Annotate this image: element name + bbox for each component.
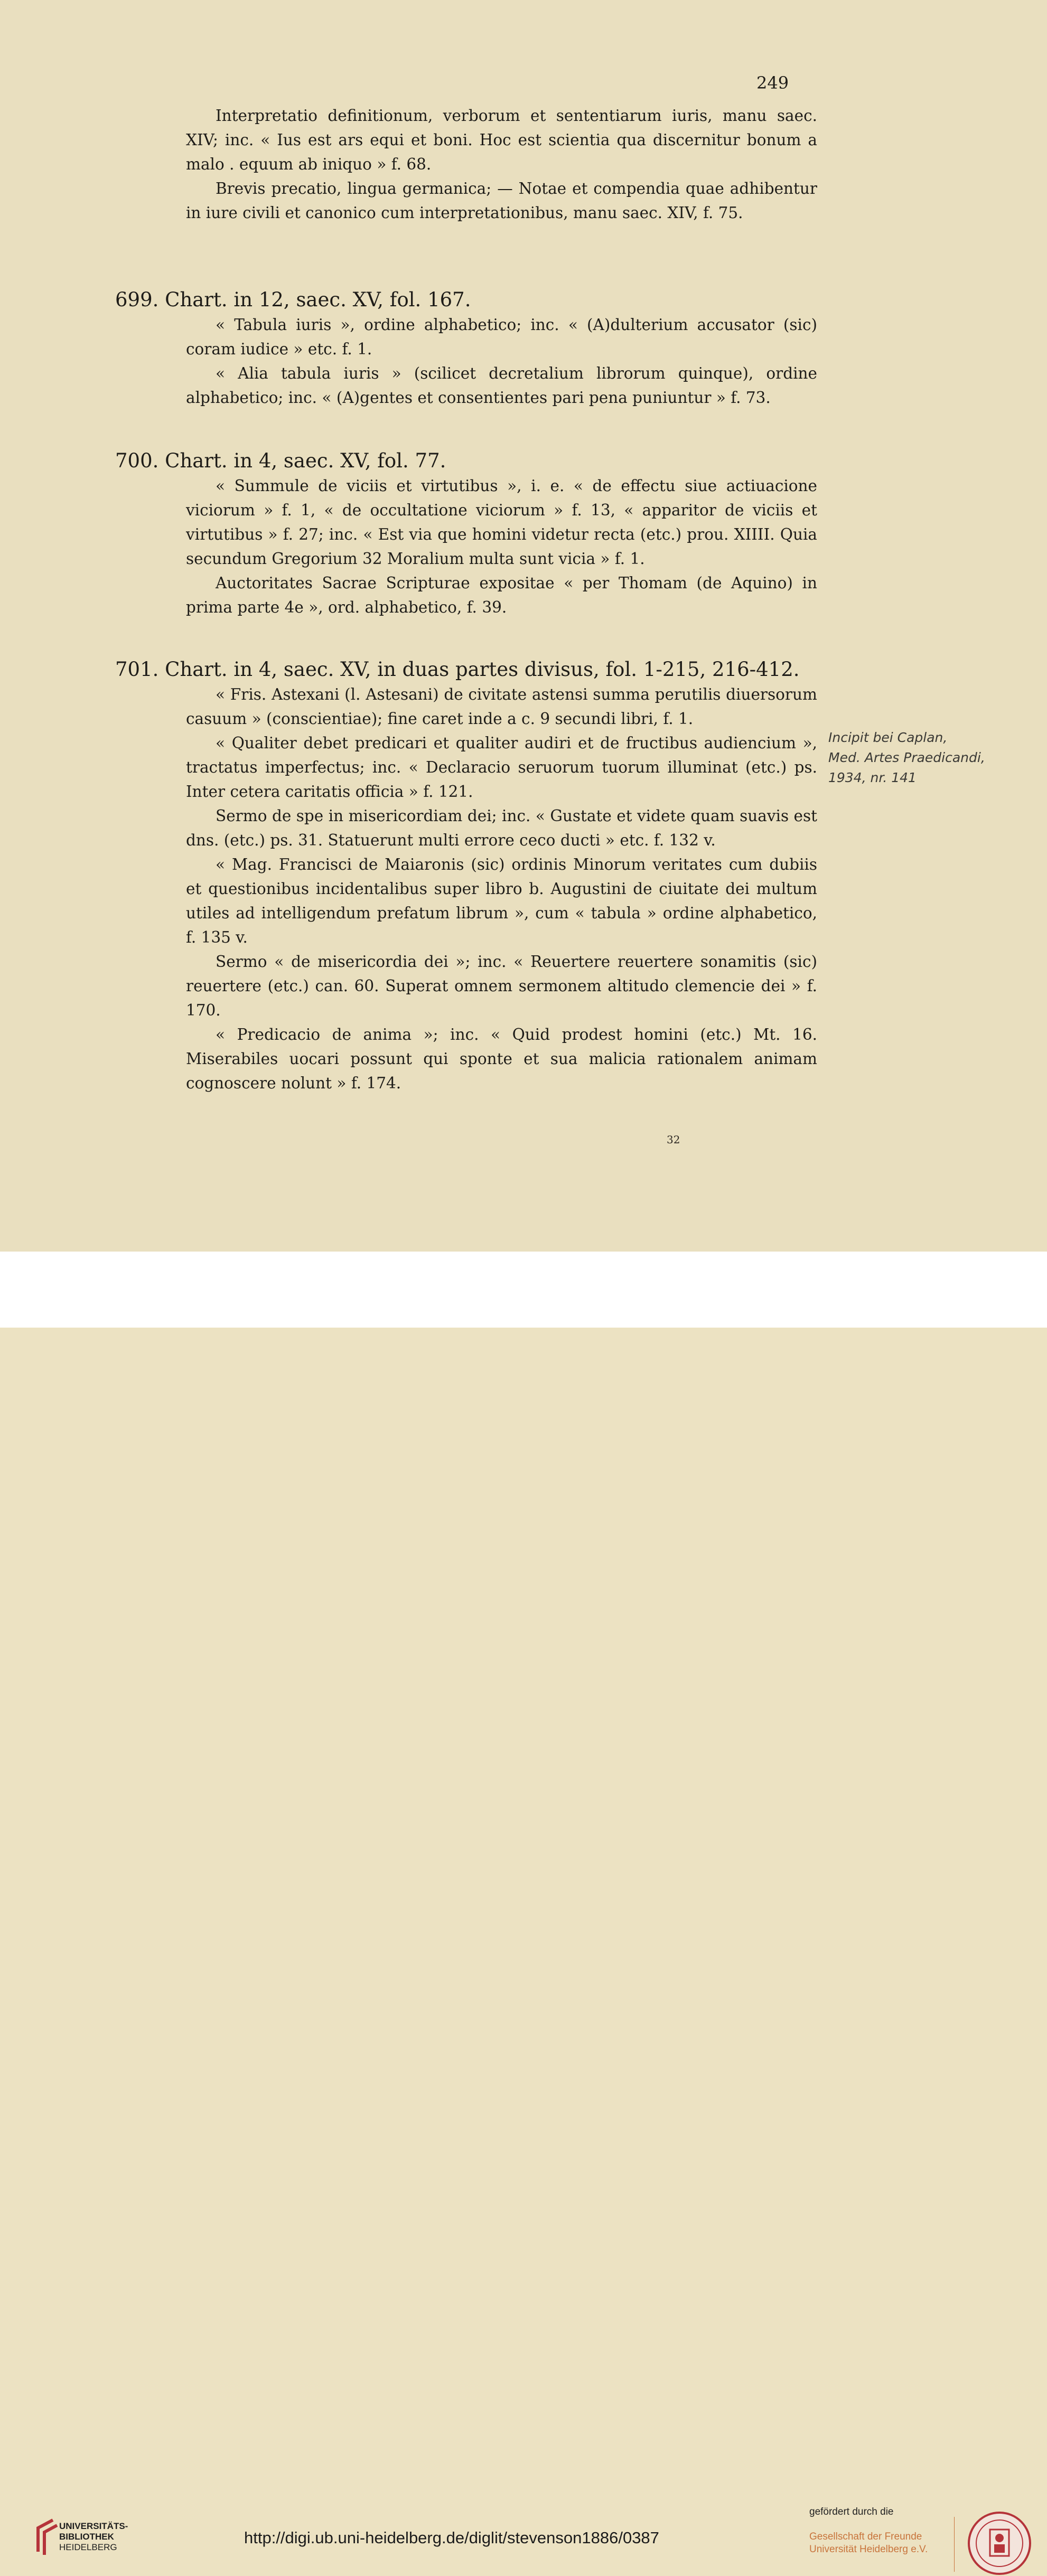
handwritten-line: Incipit bei Caplan, [828,730,948,745]
library-line: UNIVERSITÄTS- [59,2521,128,2531]
entry-heading-701: 701. Chart. in 4, saec. XV, in duas partes divisus, fol. 1-215, 216-412. [115,658,800,681]
library-line: BIBLIOTHEK [59,2532,114,2542]
paragraph: « Qualiter debet predicari et qualiter audiri et de fructibus audiencium », tractatus imperfectus; inc. « Declaracio seruorum tuorum illuminat (etc.) ps. Inter cetera caritatis officia » f. 121. [186,734,817,801]
library-line: HEIDELBERG [59,2542,117,2552]
paragraph: « Fris. Astexani (l. Astesani) de civitate astensi summa perutilis diuersorum casuum » (conscientiae); fine caret inde a c. 9 secundi libri, f. 1. [186,685,817,728]
entry-heading-700: 700. Chart. in 4, saec. XV, fol. 77. [115,449,446,472]
paragraph: Auctoritates Sacrae Scripturae expositae « per Thomam (de Aquino) in prima parte 4e », ord. alphabetico, f. 39. [186,574,817,616]
scanned-page [0,0,1047,1252]
source-url-link[interactable]: http://digi.ub.uni-heidelberg.de/diglit/stevenson1886/0387 [244,2528,659,2547]
footer-bar [0,1252,1047,2555]
paragraph: « Alia tabula iuris » (scilicet decretalium librorum quinque), ordine alphabetico; inc. « (A)gentes et consentientes pari pena puniuntur » f. 73. [186,364,817,407]
paragraph: « Predicacio de anima »; inc. « Quid prodest homini (etc.) Mt. 16. Miserabiles uocari possunt qui sponte et sua malicia rationalem animam cognoscere nolunt » f. 174. [186,1026,817,1092]
page-number: 249 [756,73,789,93]
entry-body-700 [186,474,817,619]
handwritten-note [828,728,1045,796]
paragraph: Brevis precatio, lingua germanica; — Notae et compendia quae adhibentur in iure civili et canonico cum interpretationibus, manu saec. XIV, f. 75. [186,180,817,222]
university-seal-icon [967,2511,1032,2576]
handwritten-line: 1934, nr. 141 [828,770,917,785]
support-organization [809,2531,928,2556]
entry-heading-699: 699. Chart. in 12, saec. XV, fol. 167. [115,288,471,311]
entry-body-701 [186,682,817,1095]
support-org-line: Gesellschaft der Freunde [809,2531,922,2542]
paragraph: « Mag. Francisci de Maiaronis (sic) ordinis Minorum veritates cum dubiis et questionibus incidentalibus super libro b. Augustini de ciuitate dei multum utiles ad intelligendum prefatum librum », cum « tabula » ordine alphabetico, f. 135 v. [186,855,817,946]
paragraph: Sermo de spe in misericordiam dei; inc. « Gustate et videte quam suavis est dns. (etc.) ps. 31. Statuerunt multi errore ceco ducti » etc. f. 132 v. [186,807,817,849]
footer-divider [954,2517,955,2572]
support-label: gefördert durch die [809,2506,894,2517]
handwritten-line: Med. Artes Praedicandi, [828,750,985,765]
paragraph: « Tabula iuris », ordine alphabetico; inc. « (A)dulterium accusator (sic) coram iudice » etc. f. 1. [186,316,817,358]
paragraph: Sermo « de misericordia dei »; inc. « Reuertere reuertere sonamitis (sic) reuertere (etc.) can. 60. Superat omnem sermonem altitudo clemencie dei » f. 170. [186,953,817,1019]
sheet-number: 32 [667,1133,680,1146]
support-org-line: Universität Heidelberg e.V. [809,2544,928,2555]
top-paragraphs [186,104,817,225]
paragraph: « Summule de viciis et virtutibus », i. e. « de effectu siue actiuacione viciorum » f. 1, « de occultatione viciorum » f. 13, « apparitor de viciis et virtutibus » f. 27; inc. « Est via que homini videtur recta (etc.) prou. XIIII. Quia secundum Gregorium 32 Moralium multa sunt vicia » f. 1. [186,477,817,568]
entry-body-699 [186,313,817,410]
paragraph: Interpretatio definitionum, verborum et sententiarum iuris, manu saec. XIV; inc. « Ius est ars equi et boni. Hoc est scientia qua discernitur bonum a malo . equum ab iniquo » f. 68. [186,107,817,173]
library-name [59,2521,128,2553]
